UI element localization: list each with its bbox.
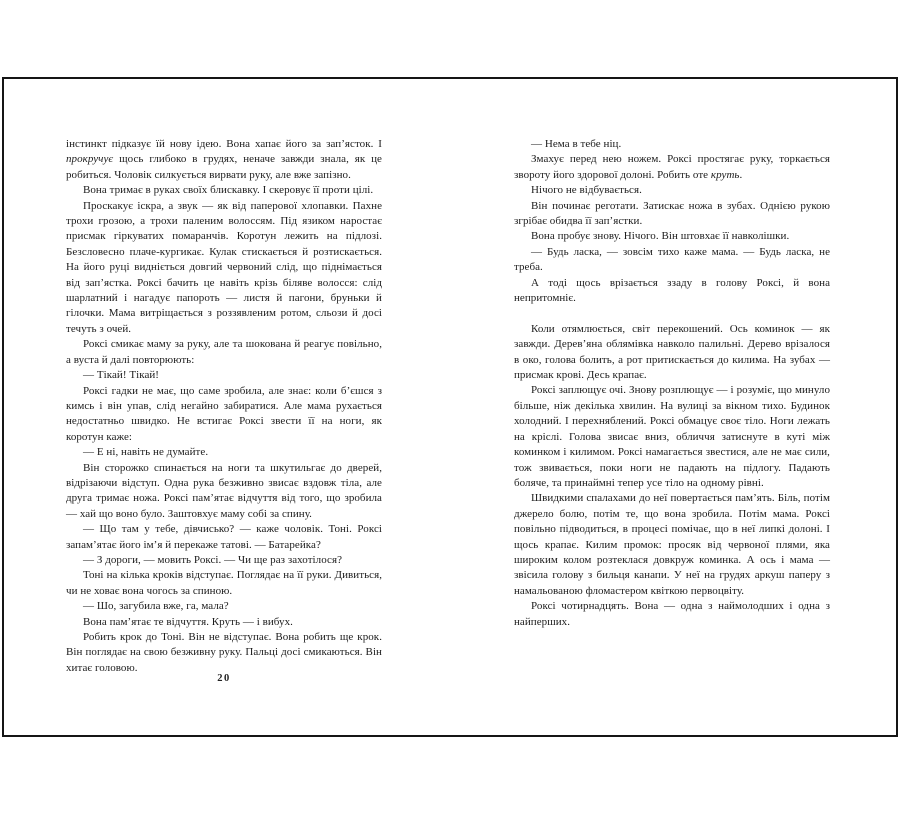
text-segment: А тоді щось врізається ззаду в голову Роксі, й вона непритомніє.	[514, 276, 830, 305]
paragraph	[66, 599, 382, 614]
paragraph	[66, 461, 382, 523]
text-segment: інстинкт підказує їй нову ідею. Вона хапає його за зап’ясток. І	[66, 138, 382, 150]
paragraph	[514, 229, 830, 244]
paragraph	[514, 137, 830, 152]
text-segment: Роксі гадки не має, що саме зробила, але знає: коли б’єшся з кимсь і він упав, слід негайно забиратися. Але мама рухається недостатньо швидко. Не встигає Роксі звести її на ноги, як коротун каже:	[66, 384, 382, 443]
paragraph	[66, 615, 382, 630]
book-spread-frame	[2, 77, 898, 737]
paragraph	[66, 137, 382, 183]
text-segment: Вона пам’ятає те відчуття. Круть — і вибух.	[83, 615, 293, 628]
paragraph	[66, 384, 382, 446]
left-page-number: 20	[217, 673, 231, 684]
paragraph	[66, 199, 382, 338]
paragraph	[514, 322, 830, 384]
paragraph	[66, 553, 382, 568]
book-page-left	[4, 79, 450, 735]
text-segment: Роксі заплющує очі. Знову розплющує — і розуміє, що минуло більше, ніж декілька хвилин. На вулиці за вікном тихо. Будинок холодний. І перехняблений. Роксі обмацує своє тіло. Ноги лежать на кріслі. Голова звисає вниз, обличчя затиснуте в куті між коминком і килимом. Роксі намагається звестися, але не має сили, тож звивається, поки ноги не падають на підлогу. Падають боляче, та принаймні тепер усе тіло на одному рівні.	[514, 384, 830, 489]
book-page-right	[450, 79, 896, 735]
text-segment: Він сторожко спинається на ноги та шкутильгає до дверей, відрізаючи відступ. Одна рука безживно звисає вздовж тіла, але друга тримає ножа. Роксі пам’ятає відчуття від того, що зробила — хай що воно було. Заштовхує маму собі за спину.	[66, 461, 382, 520]
right-page-text-column	[514, 137, 830, 630]
text-segment: Роксі чотирнадцять. Вона — одна з наймолодших і одна з найперших.	[514, 600, 830, 628]
italic-text-segment: прокручує	[66, 153, 114, 166]
text-segment: — Шо, загубила вже, га, мала?	[83, 600, 229, 613]
paragraph	[66, 522, 382, 553]
text-segment: Вона пробує знову. Нічого. Він штовхає її навколішки.	[531, 230, 790, 243]
paragraph	[66, 568, 382, 599]
text-segment: Проскакує іскра, а звук — як від паперової хлопавки. Пахне трохи грозою, а трохи паленим волоссям. Під язиком наростає присмак гіркуватих помаранчів. Коротун лежить на підлозі. Безсловесно плаче-кургикає. Кулак стискається й розтискається. На його руці видніється довгий червоний слід, що піднімається від зап’ястка. Роксі бачить це навіть крізь біляве волосся: слід шарлатний і нагадує папороть — листя й пагони, бруньки й гілочки. Мама витріщається з роззявленим ротом, сльози й досі течуть з очей.	[66, 199, 382, 335]
text-segment: Тоні на кілька кроків відступає. Поглядає на її руки. Дивиться, чи не ховає вона чогось за спиною.	[66, 569, 382, 597]
text-segment: Нічого не відбувається.	[531, 184, 642, 197]
paragraph	[66, 368, 382, 383]
left-page-text-column	[66, 137, 382, 676]
paragraph	[66, 337, 382, 368]
text-segment: — З дороги, — мовить Роксі. — Чи ще раз захотілося?	[83, 553, 343, 566]
paragraph	[514, 599, 830, 630]
text-segment: — Тікай! Тікай!	[83, 369, 160, 382]
text-segment: щось глибоко в грудях, неначе завжди знала, як це робиться. Чоловік силкується вирвати руку, але вже запізно.	[66, 153, 382, 181]
paragraph	[514, 383, 830, 491]
text-segment: Швидкими спалахами до неї повертається пам’ять. Біль, потім джерело болю, потім те, що вона зробила. Потім мама. Роксі повільно підводиться, в процесі помічає, що в неї липкі долоні. І щось крапає. Килим промок: просяк від червоної плями, яка широким колом розтеклася довкруж коминка. А ось і мама — звісила голову з бильця канапи. У неї на грудях аркуш паперу з намальованою фломастером квіткою первоцвіту.	[514, 492, 830, 597]
text-segment: — Будь ласка, — зовсім тихо каже мама. — Будь ласка, не треба.	[514, 245, 830, 274]
text-segment: Змахує перед нею ножем. Роксі простягає руку, торкається звороту його здорової долоні. Робить оте	[514, 153, 830, 181]
paragraph	[514, 183, 830, 198]
text-segment: — Е ні, навіть не думайте.	[83, 446, 209, 459]
paragraph	[514, 152, 830, 183]
paragraph	[514, 245, 830, 276]
text-segment: Він починає реготати. Затискає ножа в зубах. Однією рукою згрібає обидва її зап’ястки.	[514, 199, 830, 228]
text-segment: Роксі смикає маму за руку, але та шокована й реагує повільно, а вуста й далі повторюють:	[66, 338, 382, 366]
text-segment: — Що там у тебе, дівчисько? — каже чоловік. Тоні. Роксі запам’ятає його ім’я й перекаже татові. — Батарейка?	[66, 523, 382, 551]
text-segment: — Нема в тебе ніц.	[531, 138, 622, 150]
paragraph	[514, 199, 830, 230]
paragraph	[514, 276, 830, 307]
italic-text-segment: круть	[710, 168, 740, 181]
text-segment: Вона тримає в руках своїх блискавку. І скеровує її проти цілі.	[83, 184, 374, 197]
paragraph	[514, 491, 830, 599]
paragraph	[66, 630, 382, 676]
text-segment: Робить крок до Тоні. Він не відступає. Вона робить ще крок. Він поглядає на свою безживну руку. Пальці досі смикаються. Він хитає головою.	[66, 631, 382, 674]
text-segment: Коли отямлюється, світ перекошений. Ось коминок — як завжди. Дерев’яна облямівка навколо палильні. Дерево врізалося в око, голова болить, а рот притискається до килима. На зубах — присмак крові. Десь крапає.	[514, 322, 830, 382]
paragraph	[66, 183, 382, 198]
paragraph	[66, 445, 382, 460]
text-segment: .	[739, 168, 743, 181]
